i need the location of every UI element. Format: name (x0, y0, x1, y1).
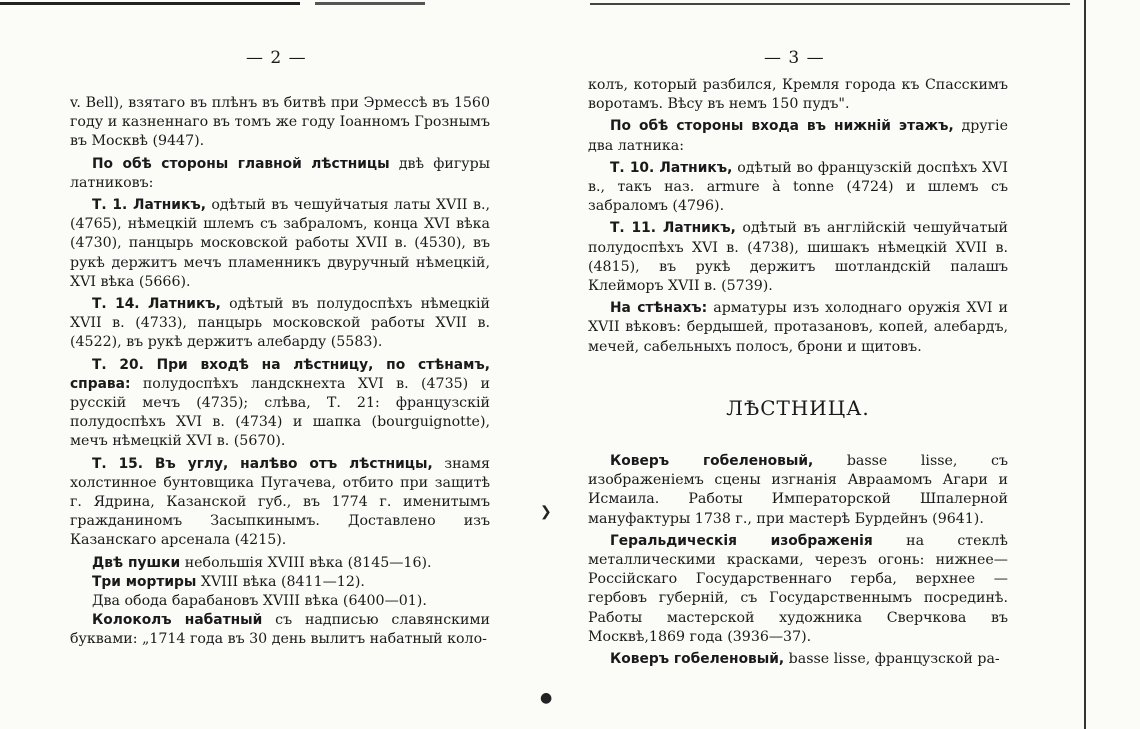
paragraph: По обѣ стороны главной лѣстницы двѣ фигуры латниковъ: (70, 155, 491, 191)
paragraph: На стѣнахъ: арматуры изъ холоднаго оружія XVI и XVII вѣковъ: бердышей, протазановъ, копей, алебардъ, мечей, сабельныхъ полосъ, брони и щитовъ. (588, 300, 1008, 355)
section-heading: ЛѢСТНИЦА. (726, 395, 870, 420)
paragraph: Т. 14. Латникъ, одѣтый въ полудоспѣхъ нѣмецкій XVII в. (4733), панцырь московской работы XVII в. (4522), въ рукѣ держитъ алебарду (5583). (70, 296, 491, 351)
gutter-speck: ❯ (540, 504, 552, 520)
page-number: — 3 — (764, 48, 825, 68)
scan-edge-mark (590, 3, 1070, 5)
page-number: — 2 — (246, 48, 307, 68)
page-body (70, 94, 490, 650)
scan-edge-mark (0, 2, 300, 5)
paragraph: колъ, который разбился, Кремля города къ Спасскимъ воротамъ. Вѣсу въ немъ 150 пудъ". (588, 77, 1008, 113)
page-body (588, 76, 1008, 669)
paragraph: Т. 1. Латникъ, одѣтый въ чешуйчатыя латы XVII в., (4765), нѣмецкій шлемъ съ забраломъ, конца XVI вѣка (4730), панцырь московской работы XVII в. (4530), въ рукѣ держитъ мечъ пламенникъ двуручный нѣмецкій, XVI вѣка (5666). (70, 197, 490, 290)
gutter-speck: ● (540, 690, 553, 706)
paragraph: Три мортиры XVIII вѣка (8411—12). (92, 573, 365, 590)
paragraph: v. Bell), взятаго въ плѣнъ въ битвѣ при Эрмессѣ въ 1560 году и казненнаго въ томъ же году Іоанномъ Грознымъ въ Москвѣ (9447). (70, 95, 490, 150)
scan-edge-mark (315, 2, 425, 5)
page-edge-rule (1084, 0, 1086, 729)
paragraph: Коверъ гобеленовый, basse lisse, съ изображеніемъ сцены изгнанія Авраамомъ Агари и Исмаила. Работы Императорской Шпалерной мануфактуры 1738 г., при мастерѣ Бурдейнъ (9641). (588, 453, 1008, 527)
paragraph: Колоколъ набатный съ надписью славянскими буквами: „1714 года въ 30 день вылитъ набатный коло- (70, 612, 490, 648)
paragraph: Коверъ гобеленовый, basse lisse, французской ра- (610, 651, 1000, 668)
paragraph: Т. 15. Въ углу, налѣво отъ лѣстницы, знамя холстинное бунтовщика Пугачева, отбито при защитѣ г. Ядрина, Казанской губ., въ 1774 г. именитымъ гражданиномъ Засыпкинымъ. Доставлено изъ Казанскаго арсенала (4215). (70, 455, 490, 549)
paragraph: Т. 20. При входѣ на лѣстницу, по стѣнамъ, справа: полудоспѣхъ ландскнехта XVI в. (4735) и русскій мечъ (4735); слѣва, Т. 21: французскій полудоспѣхъ XVI в. (4734) и шапка (bourguignotte), мечъ нѣмецкій XVI в. (5670). (70, 356, 490, 450)
paragraph: Т. 11. Латникъ, одѣтый въ англійскій чешуйчатый полудоспѣхъ XVI в. (4738), шишакъ нѣмецкій XVII в. (4815), въ рукѣ держитъ шотландскій палашъ Клейморъ XVII в. (5739). (588, 220, 1008, 295)
paragraph: Геральдическія изображенія на стеклѣ металлическими красками, черезъ огонь: нижнее—Россійскаго Государственнаго герба, верхнее — гербовъ губерній, съ Государственнымъ посрединѣ. Работы мастерской художника Сверчкова въ Москвѣ,1869 года (3936—37). (588, 532, 1008, 645)
paragraph: Два обода барабановъ XVIII вѣка (6400—01). (92, 593, 427, 610)
paragraph: Т. 10. Латникъ, одѣтый во французскій доспѣхъ XVI в., такъ наз. armure à tonne (4724) и шлемъ съ забраломъ (4796). (588, 159, 1008, 215)
paragraph: По обѣ стороны входа въ нижній этажъ, другіе два латника: (588, 118, 1008, 154)
scan-top-edge (0, 0, 1140, 6)
paragraph: Двѣ пушки небольшія XVIII вѣка (8145—16). (92, 554, 432, 571)
